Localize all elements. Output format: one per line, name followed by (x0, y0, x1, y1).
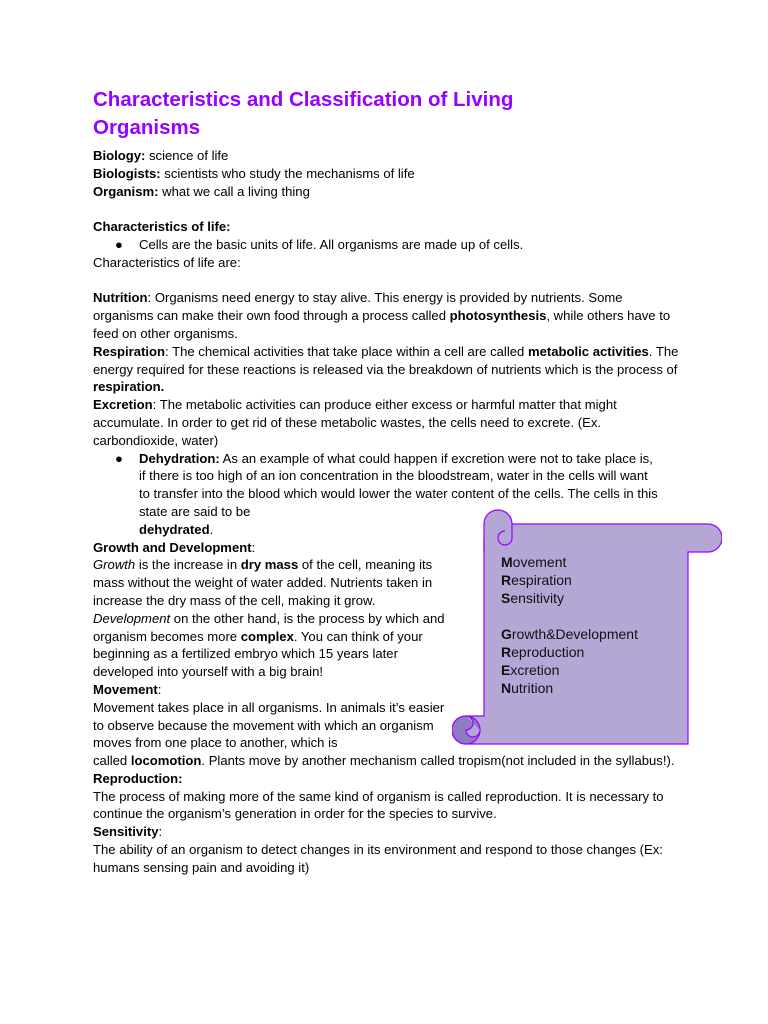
mnemonic-item: Growth&Development (501, 626, 638, 642)
mnemonic-item: Sensitivity (501, 590, 565, 606)
paragraph-development: Development on the other hand, is the process by which and organism becomes more complex. You can think of your beginning as a fertilized embryo which 15 years later developed into yourself with a big brain! (93, 610, 445, 680)
paragraph-sensitivity: The ability of an organism to detect changes in its environment and respond to those changes (Ex: humans sensing pain and avoiding it) (93, 842, 663, 875)
paragraph-movement-cont: called locomotion. Plants move by another mechanism called tropism(not included in the syllabus!). (93, 753, 675, 769)
section-heading-characteristics: Characteristics of life: (93, 219, 231, 235)
definition-biologists: Biologists: scientists who study the mechanisms of life (93, 165, 415, 181)
heading-reproduction: Reproduction: (93, 770, 183, 786)
mnemonic-item: Reproduction (501, 644, 585, 660)
mnemonic-item: Movement (501, 554, 567, 570)
heading-movement: Movement: (93, 681, 162, 697)
paragraph-growth: Growth is the increase in dry mass of the cell, meaning its mass without the weight of water added. Nutrients taken in increase the dry mass of the cell, making it grow. (93, 557, 433, 608)
mnemonic-item: Nutrition (501, 680, 554, 696)
characteristics-intro: Characteristics of life are: (93, 254, 241, 270)
definition-biology: Biology: science of life (93, 148, 229, 163)
paragraph-nutrition: Nutrition: Organisms need energy to stay alive. This energy is provided by nutrients. Some organisms can make their own food through a process called photosynthesis, while others have to feed on other organisms. (93, 290, 671, 341)
mnemonic-list (501, 553, 638, 697)
heading-sensitivity: Sensitivity: (93, 824, 163, 840)
page-title: Characteristics and Classification of Living Organisms (93, 88, 514, 139)
paragraph-respiration: Respiration: The chemical activities that take place within a cell are called metabolic activities. The energy required for these reactions is released via the breakdown of nutrients which is the process of respiration. (93, 343, 679, 395)
mnemonic-item: Excretion (501, 662, 560, 678)
mnemonic-item: Respiration (501, 572, 572, 588)
bullet-dehydration: ● Dehydration: As an example of what could happen if excretion were not to take place is, if there is too high of an ion concentration in the bloodstream, water in the cells will want to transfer into the blood which would lower the water content of the cells. The cells in this state are said to be dehydrated. (115, 450, 658, 537)
bullet-cells: ● Cells are the basic units of life. All organisms are made up of cells. (115, 236, 524, 252)
paragraph-reproduction: The process of making more of the same kind of organism is called reproduction. It is necessary to continue the organism’s generation in order for the species to survive. (93, 788, 664, 822)
heading-growth-development: Growth and Development: (93, 539, 256, 555)
document-body (93, 86, 683, 877)
paragraph-excretion: Excretion: The metabolic activities can produce either excess or harmful matter that might accumulate. In order to get rid of these metabolic wastes, the cells need to excrete. (Ex. carbondioxide, water) (93, 397, 617, 448)
paragraph-movement: Movement takes place in all organisms. In animals it’s easier to observe because the movement with which an organism moves from one place to another, which is (93, 699, 445, 751)
definition-organism: Organism: what we call a living thing (93, 183, 310, 199)
